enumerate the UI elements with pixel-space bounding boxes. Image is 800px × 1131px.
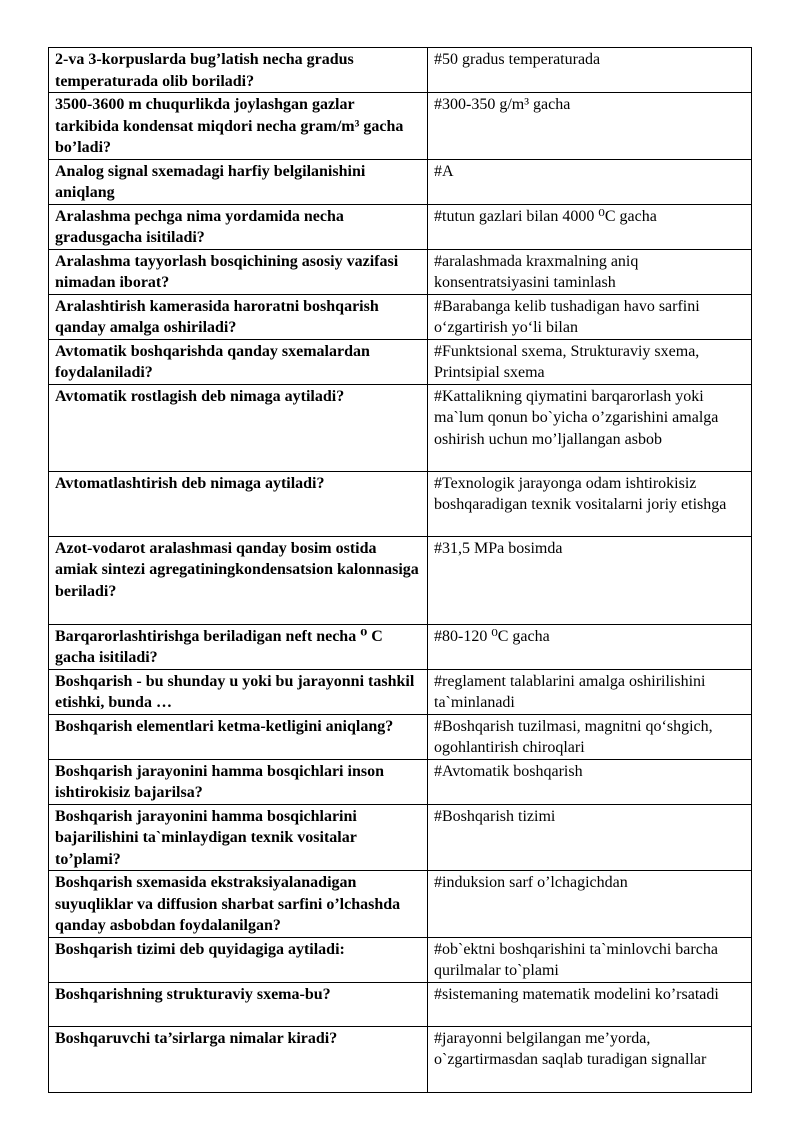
question-cell: Boshqarish tizimi deb quyidagiga aytiladi: (49, 937, 428, 982)
answer-cell: #Texnologik jarayonga odam ishtirokisiz boshqaradigan texnik vositalarni joriy etishga (428, 471, 752, 536)
question-cell: Aralashma tayyorlash bosqichining asosiy vazifasi nimadan iborat? (49, 249, 428, 294)
table-row (49, 714, 752, 759)
answer-cell: #31,5 MPa bosimda (428, 536, 752, 624)
table-row (49, 982, 752, 1026)
table-row (49, 93, 752, 160)
table-row (49, 159, 752, 204)
answer-cell: #80-120 ⁰C gacha (428, 624, 752, 669)
question-cell: Avtomatik boshqarishda qanday sxemalardan foydalaniladi? (49, 339, 428, 384)
table-row (49, 294, 752, 339)
answer-cell: #tutun gazlari bilan 4000 ⁰C gacha (428, 204, 752, 249)
question-cell: Barqarorlashtirishga beriladigan neft necha ⁰ C gacha isitiladi? (49, 624, 428, 669)
question-cell: Avtomatik rostlagish deb nimaga aytiladi? (49, 384, 428, 471)
table-row (49, 339, 752, 384)
question-cell: Boshqaruvchi ta’sirlarga nimalar kiradi? (49, 1026, 428, 1092)
answer-cell: #300-350 g/m³ gacha (428, 93, 752, 160)
question-cell: Azot-vodarot aralashmasi qanday bosim ostida amiak sintezi agregatiningkondensatsion kalonnasiga beriladi? (49, 536, 428, 624)
question-cell: Boshqarish jarayonini hamma bosqichlarini bajarilishini ta`minlaydigan texnik vositalar to’plami? (49, 804, 428, 871)
table-row (49, 384, 752, 471)
question-cell: Analog signal sxemadagi harfiy belgilanishini aniqlang (49, 159, 428, 204)
question-cell: Aralashtirish kamerasida haroratni boshqarish qanday amalga oshiriladi? (49, 294, 428, 339)
question-cell: Boshqarish elementlari ketma-ketligini aniqlang? (49, 714, 428, 759)
qa-table (48, 47, 752, 1093)
table-row (49, 48, 752, 93)
table-row (49, 536, 752, 624)
table-row (49, 471, 752, 536)
question-cell: Aralashma pechga nima yordamida necha gradusgacha isitiladi? (49, 204, 428, 249)
answer-cell: #Boshqarish tizimi (428, 804, 752, 871)
question-cell: 2-va 3-korpuslarda bug’latish necha gradus temperaturada olib boriladi? (49, 48, 428, 93)
answer-cell: #ob`ektni boshqarishini ta`minlovchi barcha qurilmalar to`plami (428, 937, 752, 982)
table-row (49, 937, 752, 982)
table-row (49, 871, 752, 938)
table-row (49, 1026, 752, 1092)
answer-cell: #50 gradus temperaturada (428, 48, 752, 93)
answer-cell: #Funktsional sxema, Strukturaviy sxema, Printsipial sxema (428, 339, 752, 384)
table-row (49, 804, 752, 871)
answer-cell: #aralashmada kraxmalning aniq konsentratsiyasini taminlash (428, 249, 752, 294)
table-row (49, 759, 752, 804)
table-row (49, 669, 752, 714)
answer-cell: #A (428, 159, 752, 204)
question-cell: Boshqarish sxemasida ekstraksiyalanadigan suyuqliklar va diffusion sharbat sarfini o’lchashda qanday asbobdan foydalanilgan? (49, 871, 428, 938)
answer-cell: #Avtomatik boshqarish (428, 759, 752, 804)
answer-cell: #reglament talablarini amalga oshirilishini ta`minlanadi (428, 669, 752, 714)
question-cell: Avtomatlashtirish deb nimaga aytiladi? (49, 471, 428, 536)
answer-cell: #Boshqarish tuzilmasi, magnitni qo‘shgich, ogohlantirish chiroqlari (428, 714, 752, 759)
table-row (49, 624, 752, 669)
table-row (49, 249, 752, 294)
question-cell: 3500-3600 m chuqurlikda joylashgan gazlar tarkibida kondensat miqdori necha gram/m³ gacha bo’ladi? (49, 93, 428, 160)
answer-cell: #Kattalikning qiymatini barqarorlash yoki ma`lum qonun bo`yicha o’zgarishini amalga oshirish uchun mo’ljallangan asbob (428, 384, 752, 471)
answer-cell: #jarayonni belgilangan me’yorda, o`zgartirmasdan saqlab turadigan signallar (428, 1026, 752, 1092)
answer-cell: #induksion sarf o’lchagichdan (428, 871, 752, 938)
question-cell: Boshqarishning strukturaviy sxema-bu? (49, 982, 428, 1026)
question-cell: Boshqarish - bu shunday u yoki bu jarayonni tashkil etishki, bunda … (49, 669, 428, 714)
table-row (49, 204, 752, 249)
answer-cell: #sistemaning matematik modelini ko’rsatadi (428, 982, 752, 1026)
answer-cell: #Barabanga kelib tushadigan havo sarfini o‘zgartirish yo‘li bilan (428, 294, 752, 339)
question-cell: Boshqarish jarayonini hamma bosqichlari inson ishtirokisiz bajarilsa? (49, 759, 428, 804)
